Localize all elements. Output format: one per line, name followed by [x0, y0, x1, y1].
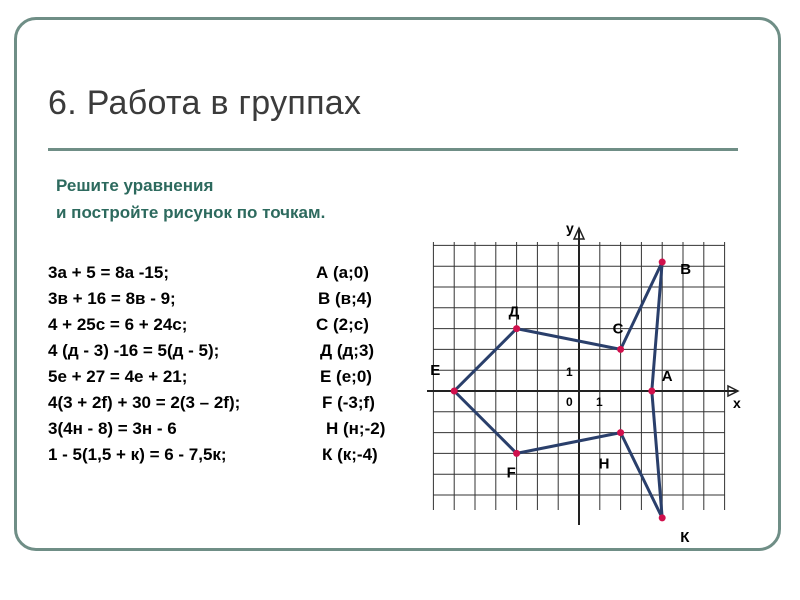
equation-7: 3(4н - 8) = 3н - 6 — [48, 419, 177, 438]
origin-label: 0 — [566, 395, 573, 409]
point-label: К — [680, 528, 690, 546]
point-definition-5: Е (е;0) — [320, 367, 372, 386]
point-marker — [648, 388, 655, 395]
point-marker — [617, 346, 624, 353]
equation-1: 3а + 5 = 8а -15; — [48, 263, 169, 282]
y-axis-label: у — [566, 220, 574, 236]
point-definition-3: С (2;с) — [316, 315, 369, 334]
point-marker — [513, 450, 520, 457]
equation-5: 5е + 27 = 4е + 21; — [48, 367, 188, 386]
point-marker — [617, 429, 624, 436]
point-marker — [513, 325, 520, 332]
equation-6: 4(3 + 2f) + 30 = 2(3 – 2f); — [48, 393, 241, 412]
equation-8: 1 - 5(1,5 + к) = 6 - 7,5к; — [48, 445, 227, 464]
x-axis-label: х — [733, 395, 741, 411]
point-label: Н — [598, 455, 610, 473]
point-label: А — [661, 368, 673, 385]
point-definition-1: А (а;0) — [316, 263, 369, 282]
point-definition-4: Д (д;3) — [320, 341, 375, 360]
point-marker — [659, 514, 666, 521]
point-label: Е — [430, 362, 441, 379]
task-line-2: и постройте рисунок по точкам. — [56, 203, 326, 222]
point-label: В — [680, 261, 692, 279]
task-line-1: Решите уравнения — [56, 176, 214, 195]
point-definition-6: F (-3;f) — [322, 393, 375, 412]
unit-x-label: 1 — [596, 395, 603, 409]
point-definition-7: Н (н;-2) — [326, 419, 386, 438]
point-marker — [451, 388, 458, 395]
point-label: Д — [508, 303, 520, 321]
equation-4: 4 (д - 3) -16 = 5(д - 5); — [48, 341, 220, 360]
point-marker — [659, 259, 666, 266]
equation-3: 4 + 25с = 6 + 24с; — [48, 315, 188, 334]
unit-y-label: 1 — [566, 365, 573, 379]
slide-title: 6. Работа в группах — [48, 84, 362, 122]
point-definition-2: В (в;4) — [318, 289, 372, 308]
point-label: С — [612, 320, 624, 338]
equation-2: 3в + 16 = 8в - 9; — [48, 289, 176, 308]
point-label: F — [506, 464, 516, 482]
point-definition-8: К (к;-4) — [322, 445, 378, 464]
axes — [427, 228, 738, 525]
